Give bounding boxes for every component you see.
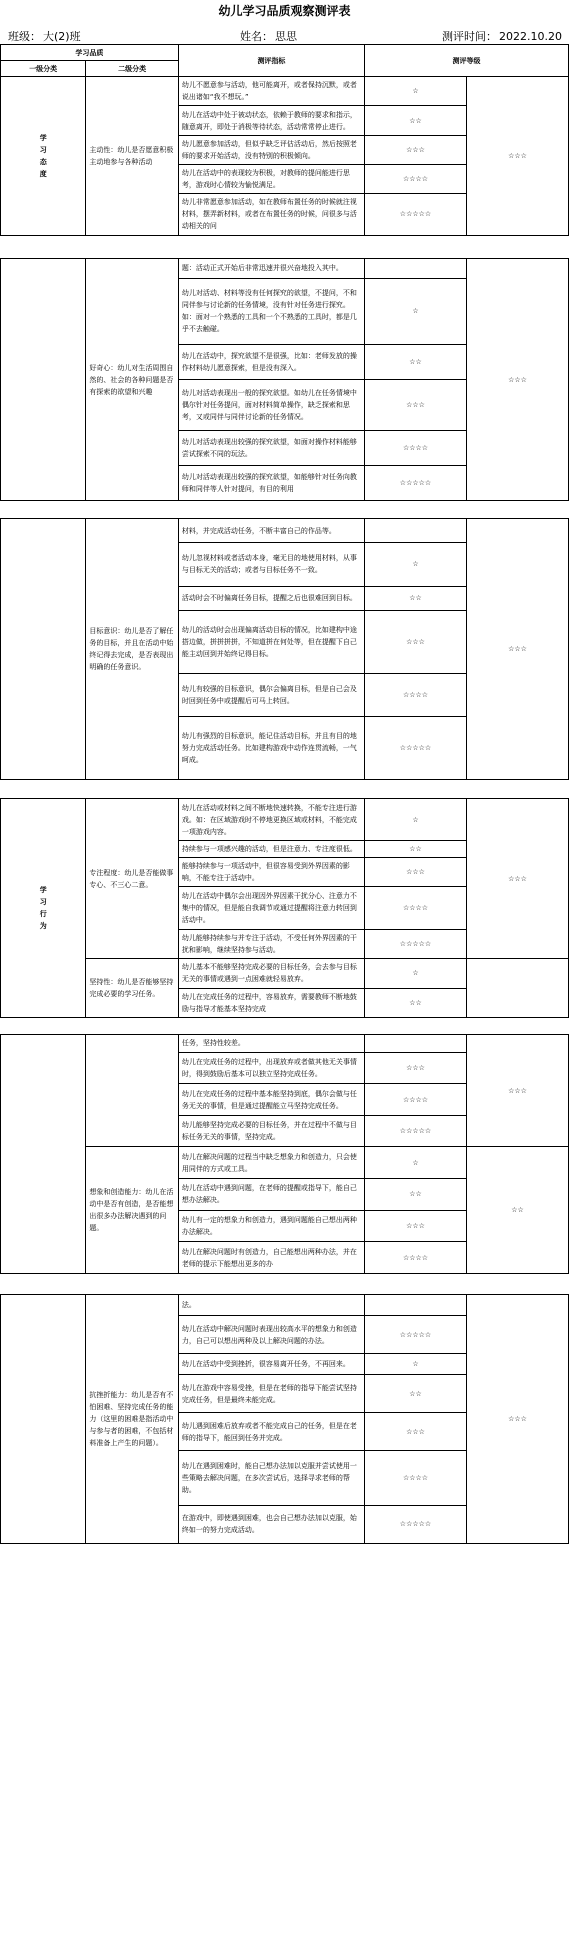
evaluation-sheet bbox=[0, 518, 569, 780]
rating-stars: ☆☆☆ bbox=[365, 857, 467, 886]
indicator-text: 幼儿在活动中遇到问题，在老师的提醒或指导下，能自己想办法解决。 bbox=[178, 1179, 364, 1211]
indicator-text: 幼儿在活动中，探究欲望不是很强，比如：老师发放的操作材料幼儿愿意探索，但是没有深入。 bbox=[178, 344, 364, 379]
indicator-text: 题：活动正式开始后非常迅速并很兴奋地投入其中。 bbox=[178, 259, 364, 279]
rating-stars: ☆☆ bbox=[365, 106, 467, 135]
rating-stars: ☆☆☆☆☆ bbox=[365, 929, 467, 958]
level2-category: 想象和创造能力：幼儿在活动中是否有创造，是否能想出很多办法解决遇到的问题。 bbox=[86, 1147, 178, 1274]
level2-category: 抗挫折能力：幼儿是否有不怕困难、坚持完成任务的能力（这里的困难是指活动中与参与者的困难，不包括材料准备上产生的问题）。 bbox=[86, 1295, 178, 1544]
rating-stars: ☆☆☆☆ bbox=[365, 430, 467, 465]
name-label: 姓名： bbox=[240, 30, 273, 43]
overall-rating-stars: ☆☆☆ bbox=[466, 1295, 568, 1544]
table-row bbox=[1, 1035, 569, 1053]
rating-stars: ☆☆☆☆☆ bbox=[365, 465, 467, 500]
evaluation-table bbox=[0, 44, 569, 236]
evaluation-sheet bbox=[0, 258, 569, 501]
rating-stars: ☆ bbox=[365, 799, 467, 841]
rating-stars bbox=[365, 1295, 467, 1316]
indicator-text: 幼儿基本不能够坚持完成必要的目标任务，会去参与目标无关的事情或遇到一点困难就轻易放弃。 bbox=[178, 959, 364, 988]
indicator-text: 在游戏中，即使遇到困难，也会自己想办法加以克服，始终如一的努力完成活动。 bbox=[178, 1505, 364, 1543]
evaluation-table bbox=[0, 1294, 569, 1544]
document-title: 幼儿学习品质观察测评表 bbox=[218, 4, 351, 18]
rating-stars: ☆☆☆☆ bbox=[365, 1084, 467, 1116]
indicator-text: 幼儿对活动表现出较强的探究欲望，如面对操作材料能够尝试探索不同的玩法。 bbox=[178, 430, 364, 465]
table-row bbox=[1, 1147, 569, 1179]
rating-stars: ☆☆☆☆☆ bbox=[365, 1316, 467, 1354]
time-value: 2022.10.20 bbox=[499, 30, 562, 43]
level1-category: 学 习 行 为 bbox=[1, 799, 86, 1018]
indicator-text: 幼儿忽视材料或者活动本身，毫无目的地使用材料，从事与目标无关的活动；或者与目标任务不一致。 bbox=[178, 543, 364, 587]
indicator-text: 幼儿有强烈的目标意识，能记住活动目标，并且有目的地努力完成活动任务。比如建构游戏中动作连贯流畅，一气呵成。 bbox=[178, 717, 364, 780]
name-info bbox=[238, 28, 297, 44]
rating-stars: ☆ bbox=[365, 278, 467, 344]
overall-rating-stars: ☆☆☆ bbox=[466, 1035, 568, 1147]
evaluation-sheet bbox=[0, 1034, 569, 1274]
overall-rating-stars: ☆☆☆ bbox=[466, 519, 568, 780]
rating-stars: ☆☆ bbox=[365, 1375, 467, 1413]
indicator-text: 法。 bbox=[178, 1295, 364, 1316]
rating-stars: ☆☆☆☆ bbox=[365, 1451, 467, 1506]
rating-stars: ☆☆ bbox=[365, 841, 467, 857]
indicator-text: 幼儿在解决问题的过程当中缺乏想象力和创造力，只会使用同伴的方式或工具。 bbox=[178, 1147, 364, 1179]
table-row bbox=[1, 259, 569, 279]
level2-category: 好奇心：幼儿对生活周围自然的、社会的各种问题是否有探索的欲望和兴趣 bbox=[86, 259, 178, 501]
indicator-text: 幼儿在完成任务的过程中，出现放弃或者做其他无关事情时，得到鼓励后基本可以独立坚持完成任务。 bbox=[178, 1052, 364, 1084]
indicator-text: 幼儿能够持续参与并专注于活动，不受任何外界因素的干扰和影响，继续坚持参与活动。 bbox=[178, 929, 364, 958]
evaluation-sheets bbox=[0, 44, 569, 1956]
evaluation-sheet bbox=[0, 798, 569, 1018]
header-quality: 学习品质 bbox=[1, 45, 179, 61]
indicator-text: 幼儿愿意参加活动，但似乎缺乏评估活动后，然后按照老师的要求开始活动，没有特别的积极倾向。 bbox=[178, 135, 364, 164]
time-info bbox=[440, 28, 562, 44]
indicator-text: 幼儿在游戏中容易受挫，但是在老师的指导下能尝试坚持完成任务，但是最终未能完成。 bbox=[178, 1375, 364, 1413]
level1-category bbox=[1, 519, 86, 780]
header-level2: 二级分类 bbox=[86, 61, 178, 77]
indicator-text: 幼儿在遇到困难时，能自己想办法加以克服并尝试使用一些策略去解决问题，在多次尝试后，选择寻求老师的帮助。 bbox=[178, 1451, 364, 1506]
indicator-text: 幼儿在活动中解决问题时表现出较高水平的想象力和创造力，自己可以想出两种及以上解决问题的办法。 bbox=[178, 1316, 364, 1354]
rating-stars: ☆☆ bbox=[365, 988, 467, 1017]
indicator-text: 任务，坚持性较差。 bbox=[178, 1035, 364, 1053]
overall-rating-stars: ☆☆☆ bbox=[466, 259, 568, 501]
indicator-text: 幼儿在完成任务的过程中，容易放弃，需要教师不断地鼓励与指导才能基本坚持完成 bbox=[178, 988, 364, 1017]
evaluation-table bbox=[0, 1034, 569, 1274]
rating-stars: ☆☆☆☆ bbox=[365, 887, 467, 929]
header-rating: 测评等级 bbox=[365, 45, 569, 77]
indicator-text: 幼儿非常愿意参加活动，如在教师布置任务的时候就注视材料，摆弄新材料，或者在布置任务的时候，问很多与活动相关的问 bbox=[178, 193, 364, 235]
rating-stars: ☆☆☆☆☆ bbox=[365, 1115, 467, 1147]
indicator-text: 幼儿在活动中受到挫折，很容易离开任务，不再回来。 bbox=[178, 1354, 364, 1375]
indicator-text: 幼儿在活动中处于被动状态，依赖于教师的要求和指示，随意离开，即处于消极等待状态，活动常常停止进行。 bbox=[178, 106, 364, 135]
indicator-text: 持续参与一项感兴趣的活动，但是注意力、专注度很低。 bbox=[178, 841, 364, 857]
indicator-text: 幼儿对活动表现出较强的探究欲望，如能够针对任务向教师和同伴等人针对提问，有目的利用 bbox=[178, 465, 364, 500]
class-value: 大(2)班 bbox=[43, 30, 81, 43]
indicator-text: 幼儿对活动表现出一般的探究欲望。如幼儿在任务情境中偶尔针对任务提问，面对材料简单操作，缺乏探索和思考，又或同伴与同伴讨论新的任务情况。 bbox=[178, 379, 364, 430]
rating-stars: ☆☆☆ bbox=[365, 135, 467, 164]
level1-category bbox=[1, 259, 86, 501]
indicator-text: 材料，并完成活动任务，不断丰富自己的作品等。 bbox=[178, 519, 364, 543]
rating-stars: ☆ bbox=[365, 959, 467, 988]
indicator-text: 幼儿在完成任务的过程中基本能坚持到底，偶尔会做与任务无关的事情，但是通过提醒能立马坚持完成任务。 bbox=[178, 1084, 364, 1116]
level1-category bbox=[1, 1295, 86, 1544]
rating-stars: ☆☆☆☆☆ bbox=[365, 1505, 467, 1543]
evaluation-sheet bbox=[0, 44, 569, 236]
indicator-text: 幼儿能够坚持完成必要的目标任务，并在过程中不做与目标任务无关的事情，坚持完成。 bbox=[178, 1115, 364, 1147]
indicator-text: 幼儿有一定的想象力和创造力，遇到问题能自己想出两种办法解决。 bbox=[178, 1210, 364, 1242]
rating-stars: ☆☆☆ bbox=[365, 1210, 467, 1242]
header-indicator: 测评指标 bbox=[178, 45, 364, 77]
level2-category: 专注程度：幼儿是否能做事专心、不三心二意。 bbox=[86, 799, 178, 959]
level1-category bbox=[1, 1035, 86, 1274]
indicator-text: 幼儿在解决问题时有创造力，自己能想出两种办法，并在老师的提示下能想出更多的办 bbox=[178, 1242, 364, 1274]
evaluation-table bbox=[0, 798, 569, 1018]
rating-stars: ☆ bbox=[365, 1147, 467, 1179]
rating-stars: ☆☆☆☆ bbox=[365, 164, 467, 193]
level1-category: 学 习 态 度 bbox=[1, 77, 86, 236]
rating-stars: ☆☆☆ bbox=[365, 379, 467, 430]
indicator-text: 幼儿遇到困难后放弃或者不能完成自己的任务，但是在老师的指导下，能回到任务并完成。 bbox=[178, 1413, 364, 1451]
level2-category: 目标意识：幼儿是否了解任务的目标，并且在活动中始终记得去完成，是否表现出明确的任务意识。 bbox=[86, 519, 178, 780]
indicator-text: 幼儿不愿意参与活动，他可能离开，或者保持沉默，或者说出诸如“我不想玩。” bbox=[178, 77, 364, 106]
evaluation-table bbox=[0, 518, 569, 780]
rating-stars: ☆☆☆☆ bbox=[365, 1242, 467, 1274]
rating-stars: ☆ bbox=[365, 1354, 467, 1375]
header-level1: 一级分类 bbox=[1, 61, 86, 77]
indicator-text: 幼儿在活动中的表现较为积极，对教师的提问能进行思考，游戏时心情较为愉悦满足。 bbox=[178, 164, 364, 193]
table-row bbox=[1, 959, 569, 988]
rating-stars: ☆ bbox=[365, 77, 467, 106]
class-info bbox=[6, 28, 81, 44]
overall-rating-stars: ☆☆☆ bbox=[466, 799, 568, 959]
overall-rating-stars: ☆☆ bbox=[466, 1147, 568, 1274]
indicator-text: 幼儿在活动中偶尔会出现因外界因素干扰分心、注意力不集中的情况，但是能自我调节或通过提醒将注意力转回到活动中。 bbox=[178, 887, 364, 929]
level2-category: 坚持性：幼儿是否能够坚持完成必要的学习任务。 bbox=[86, 959, 178, 1018]
rating-stars bbox=[365, 1035, 467, 1053]
rating-stars: ☆☆☆☆☆ bbox=[365, 193, 467, 235]
overall-rating-stars bbox=[466, 959, 568, 1018]
rating-stars: ☆☆☆☆☆ bbox=[365, 717, 467, 780]
overall-rating-stars: ☆☆☆ bbox=[466, 77, 568, 236]
indicator-text: 幼儿的活动时会出现偏离活动目标的情况，比如建构中途搭边做，拼拼拼拼，不知道拼在何处等，但在提醒下自己能主动回到并始终记得目标。 bbox=[178, 610, 364, 673]
table-row bbox=[1, 799, 569, 841]
rating-stars: ☆☆ bbox=[365, 586, 467, 610]
rating-stars: ☆☆☆☆ bbox=[365, 673, 467, 717]
table-row bbox=[1, 519, 569, 543]
table-row bbox=[1, 1295, 569, 1316]
level2-category bbox=[86, 1035, 178, 1147]
class-label: 班级： bbox=[8, 30, 41, 43]
name-value: 思思 bbox=[275, 30, 297, 43]
rating-stars bbox=[365, 259, 467, 279]
indicator-text: 幼儿在活动或材料之间不断地快速转换，不能专注进行游戏。如：在区域游戏时不停地更换区域或材料，不能完成一项游戏内容。 bbox=[178, 799, 364, 841]
rating-stars: ☆☆ bbox=[365, 344, 467, 379]
rating-stars bbox=[365, 519, 467, 543]
evaluation-table bbox=[0, 258, 569, 501]
header-row bbox=[1, 45, 569, 61]
time-label: 测评时间： bbox=[442, 30, 497, 43]
rating-stars: ☆☆☆ bbox=[365, 1413, 467, 1451]
table-row bbox=[1, 77, 569, 106]
level2-category: 主动性：幼儿是否愿意积极主动地参与各种活动 bbox=[86, 77, 178, 236]
rating-stars: ☆☆☆ bbox=[365, 1052, 467, 1084]
rating-stars: ☆☆ bbox=[365, 1179, 467, 1211]
rating-stars: ☆ bbox=[365, 543, 467, 587]
indicator-text: 幼儿对活动、材料等没有任何探究的欲望，不提问，不和同伴参与讨论新的任务情境，没有针对任务进行探究。如：面对一个熟悉的工具和一个不熟悉的工具时，都是几乎不去触碰。 bbox=[178, 278, 364, 344]
indicator-text: 能够持续参与一项活动中，但很容易受到外界因素的影响，不能专注于活动中。 bbox=[178, 857, 364, 886]
rating-stars: ☆☆☆ bbox=[365, 610, 467, 673]
indicator-text: 活动时会不时偏离任务目标，提醒之后也很难回到目标。 bbox=[178, 586, 364, 610]
indicator-text: 幼儿有较强的目标意识，偶尔会偏离目标，但是自己会及时回到任务中或提醒后可马上转回。 bbox=[178, 673, 364, 717]
evaluation-sheet bbox=[0, 1294, 569, 1544]
